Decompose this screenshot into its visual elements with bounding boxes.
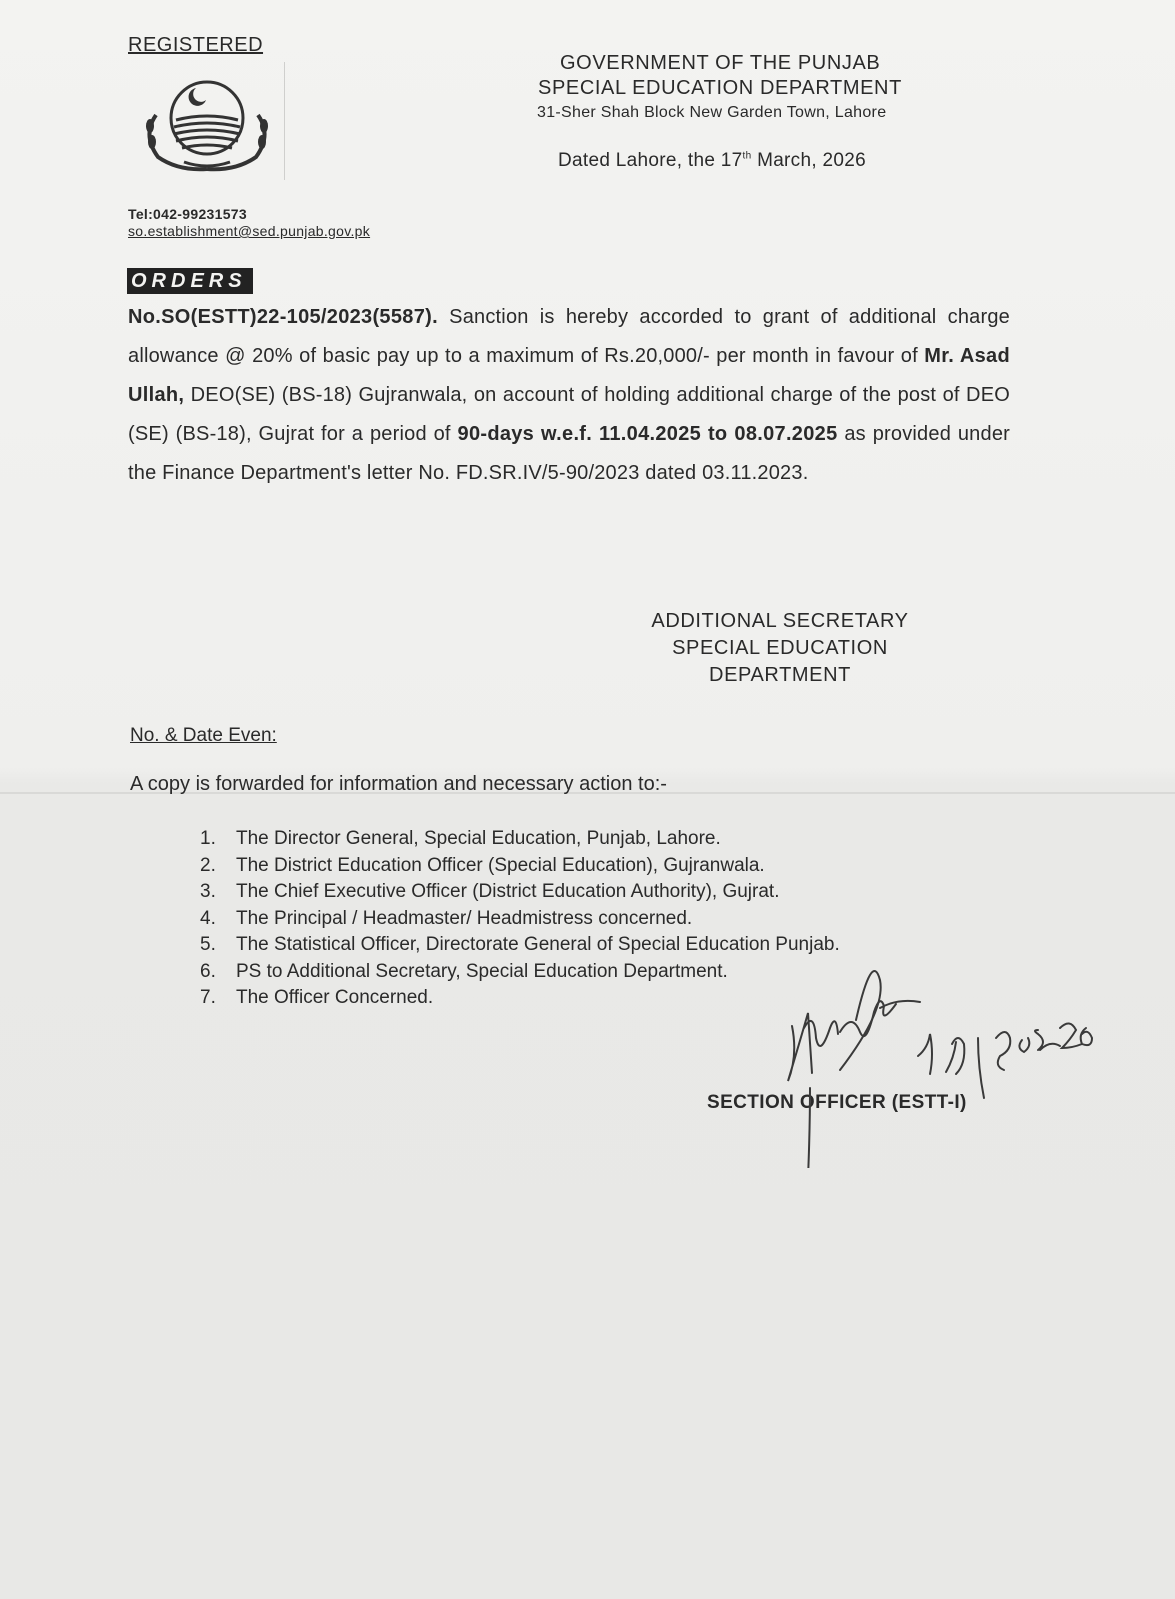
section-officer-designation: SECTION OFFICER (ESTT-I) xyxy=(707,1092,967,1113)
no-date-even-heading: No. & Date Even: xyxy=(130,725,277,746)
orders-heading: ORDERS xyxy=(127,268,253,294)
order-number: No.SO(ESTT)22-105/2023(5587). xyxy=(128,306,438,328)
list-item: 3. The Chief Executive Officer (District Education Authority), Gujrat. xyxy=(200,881,780,902)
list-item: 1. The Director General, Special Education, Punjab, Lahore. xyxy=(200,828,721,849)
officer-name: Mr. Asad Ullah, xyxy=(128,345,1010,406)
order-paragraph: No.SO(ESTT)22-105/2023(5587). Sanction is hereby accorded to grant of additional charge allowance @ 20% of basic pay up to a maximum of Rs.20,000/- per month in favour of Mr. Asad Ullah, DEO(SE) (BS-18) Gujranwala, on account of holding additional charge of the post of DEO (SE) (BS-18), Gujrat for a period of 90-days w.e.f. 11.04.2025 to 08.07.2025 as provided under the Finance Department's letter No. FD.SR.IV/5-90/2023 dated 03.11.2023. xyxy=(128,306,1011,484)
email-link[interactable]: so.establishment@sed.punjab.gov.pk xyxy=(128,223,371,239)
copy-forwarded-intro: A copy is forwarded for information and necessary action to:- xyxy=(130,773,667,795)
registered-label: REGISTERED xyxy=(128,34,264,56)
telephone-number: Tel:042-99231573 xyxy=(128,206,247,222)
list-item: 7. The Officer Concerned. xyxy=(200,987,434,1008)
dated-line: Dated Lahore, the 17th March, 2026 xyxy=(558,150,866,171)
department-address: 31-Sher Shah Block New Garden Town, Lahore xyxy=(537,104,887,121)
department-title: SPECIAL EDUCATION DEPARTMENT xyxy=(538,77,902,99)
list-item: 2. The District Education Officer (Special Education), Gujranwala. xyxy=(200,854,765,876)
list-item: 4. The Principal / Headmaster/ Headmistress concerned. xyxy=(200,907,693,929)
logo-divider xyxy=(284,62,285,180)
distribution-list xyxy=(200,826,840,1012)
charge-period: 90-days w.e.f. 11.04.2025 to 08.07.2025 xyxy=(457,423,838,445)
list-item: 5. The Statistical Officer, Directorate General of Special Education Punjab. xyxy=(200,934,840,955)
handwritten-signature xyxy=(770,968,1130,1168)
additional-secretary-signatory: ADDITIONAL SECRETARY SPECIAL EDUCATION DEPARTMENT xyxy=(651,610,909,686)
government-title: GOVERNMENT OF THE PUNJAB xyxy=(560,52,881,74)
list-item: 6. PS to Additional Secretary, Special Education Department. xyxy=(200,960,728,982)
punjab-government-logo-icon xyxy=(134,70,280,180)
